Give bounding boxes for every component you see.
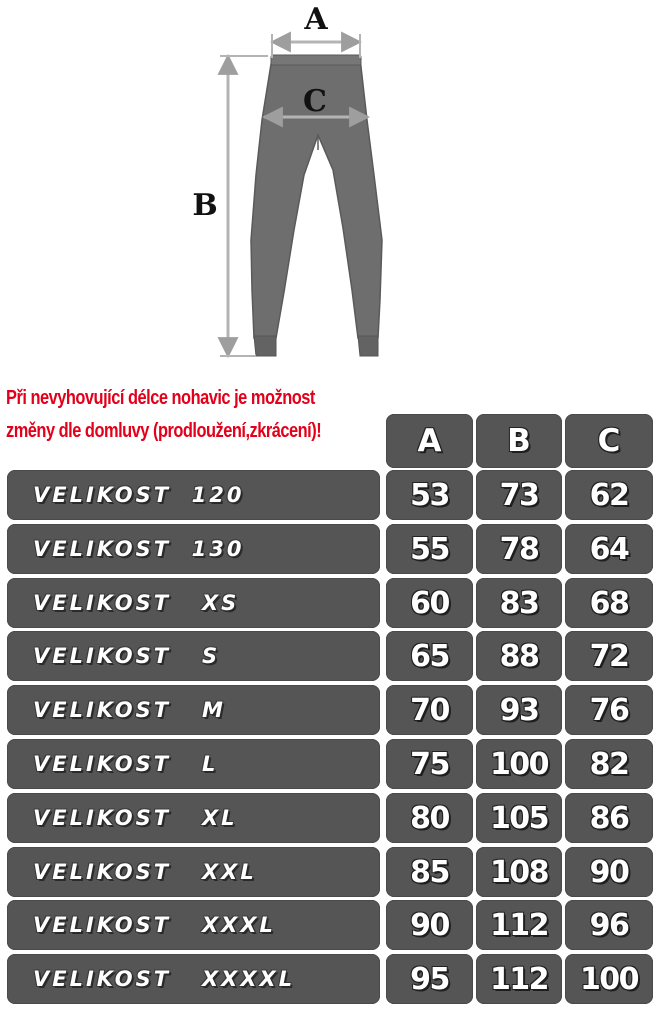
value-c: 82 [565,739,653,789]
value-c: 86 [565,793,653,843]
value-b: 73 [476,470,562,520]
arrow-a-icon [272,34,360,58]
size-label: VELIKOST S [7,631,380,681]
size-label: VELIKOST M [7,685,380,735]
header-b: B [476,414,562,468]
size-label: VELIKOST XL [7,793,380,843]
value-b: 112 [476,900,562,950]
value-c: 96 [565,900,653,950]
value-b: 105 [476,793,562,843]
value-b: 108 [476,847,562,897]
size-label: VELIKOST XXXL [7,900,380,950]
header-c: C [565,414,653,468]
value-a: 60 [386,578,473,628]
value-b: 93 [476,685,562,735]
notice-line-1: Při nevyhovující délce nohavic je možnost [6,387,315,409]
value-a: 70 [386,685,473,735]
size-label: VELIKOST XS [7,578,380,628]
value-b: 112 [476,954,562,1004]
value-a: 75 [386,739,473,789]
label-c: C [303,84,327,119]
size-label: VELIKOST XXL [7,847,380,897]
value-a: 53 [386,470,473,520]
label-b: B [192,188,218,223]
value-b: 88 [476,631,562,681]
value-c: 72 [565,631,653,681]
value-a: 55 [386,524,473,574]
value-c: 62 [565,470,653,520]
length-adjustment-notice [6,382,322,448]
value-c: 68 [565,578,653,628]
value-a: 80 [386,793,473,843]
value-b: 83 [476,578,562,628]
value-a: 90 [386,900,473,950]
value-b: 100 [476,739,562,789]
notice-line-2: změny dle domluvy (prodloužení,zkrácení)! [6,420,322,442]
value-b: 78 [476,524,562,574]
value-c: 100 [565,954,653,1004]
value-a: 65 [386,631,473,681]
value-c: 76 [565,685,653,735]
leggings-diagram [0,0,659,370]
value-a: 95 [386,954,473,1004]
size-label: VELIKOST XXXXL [7,954,380,1004]
label-a: A [304,2,328,37]
value-a: 85 [386,847,473,897]
value-c: 64 [565,524,653,574]
header-a: A [386,414,473,468]
size-label: VELIKOST 120 [7,470,380,520]
value-c: 90 [565,847,653,897]
size-label: VELIKOST L [7,739,380,789]
size-label: VELIKOST 130 [7,524,380,574]
